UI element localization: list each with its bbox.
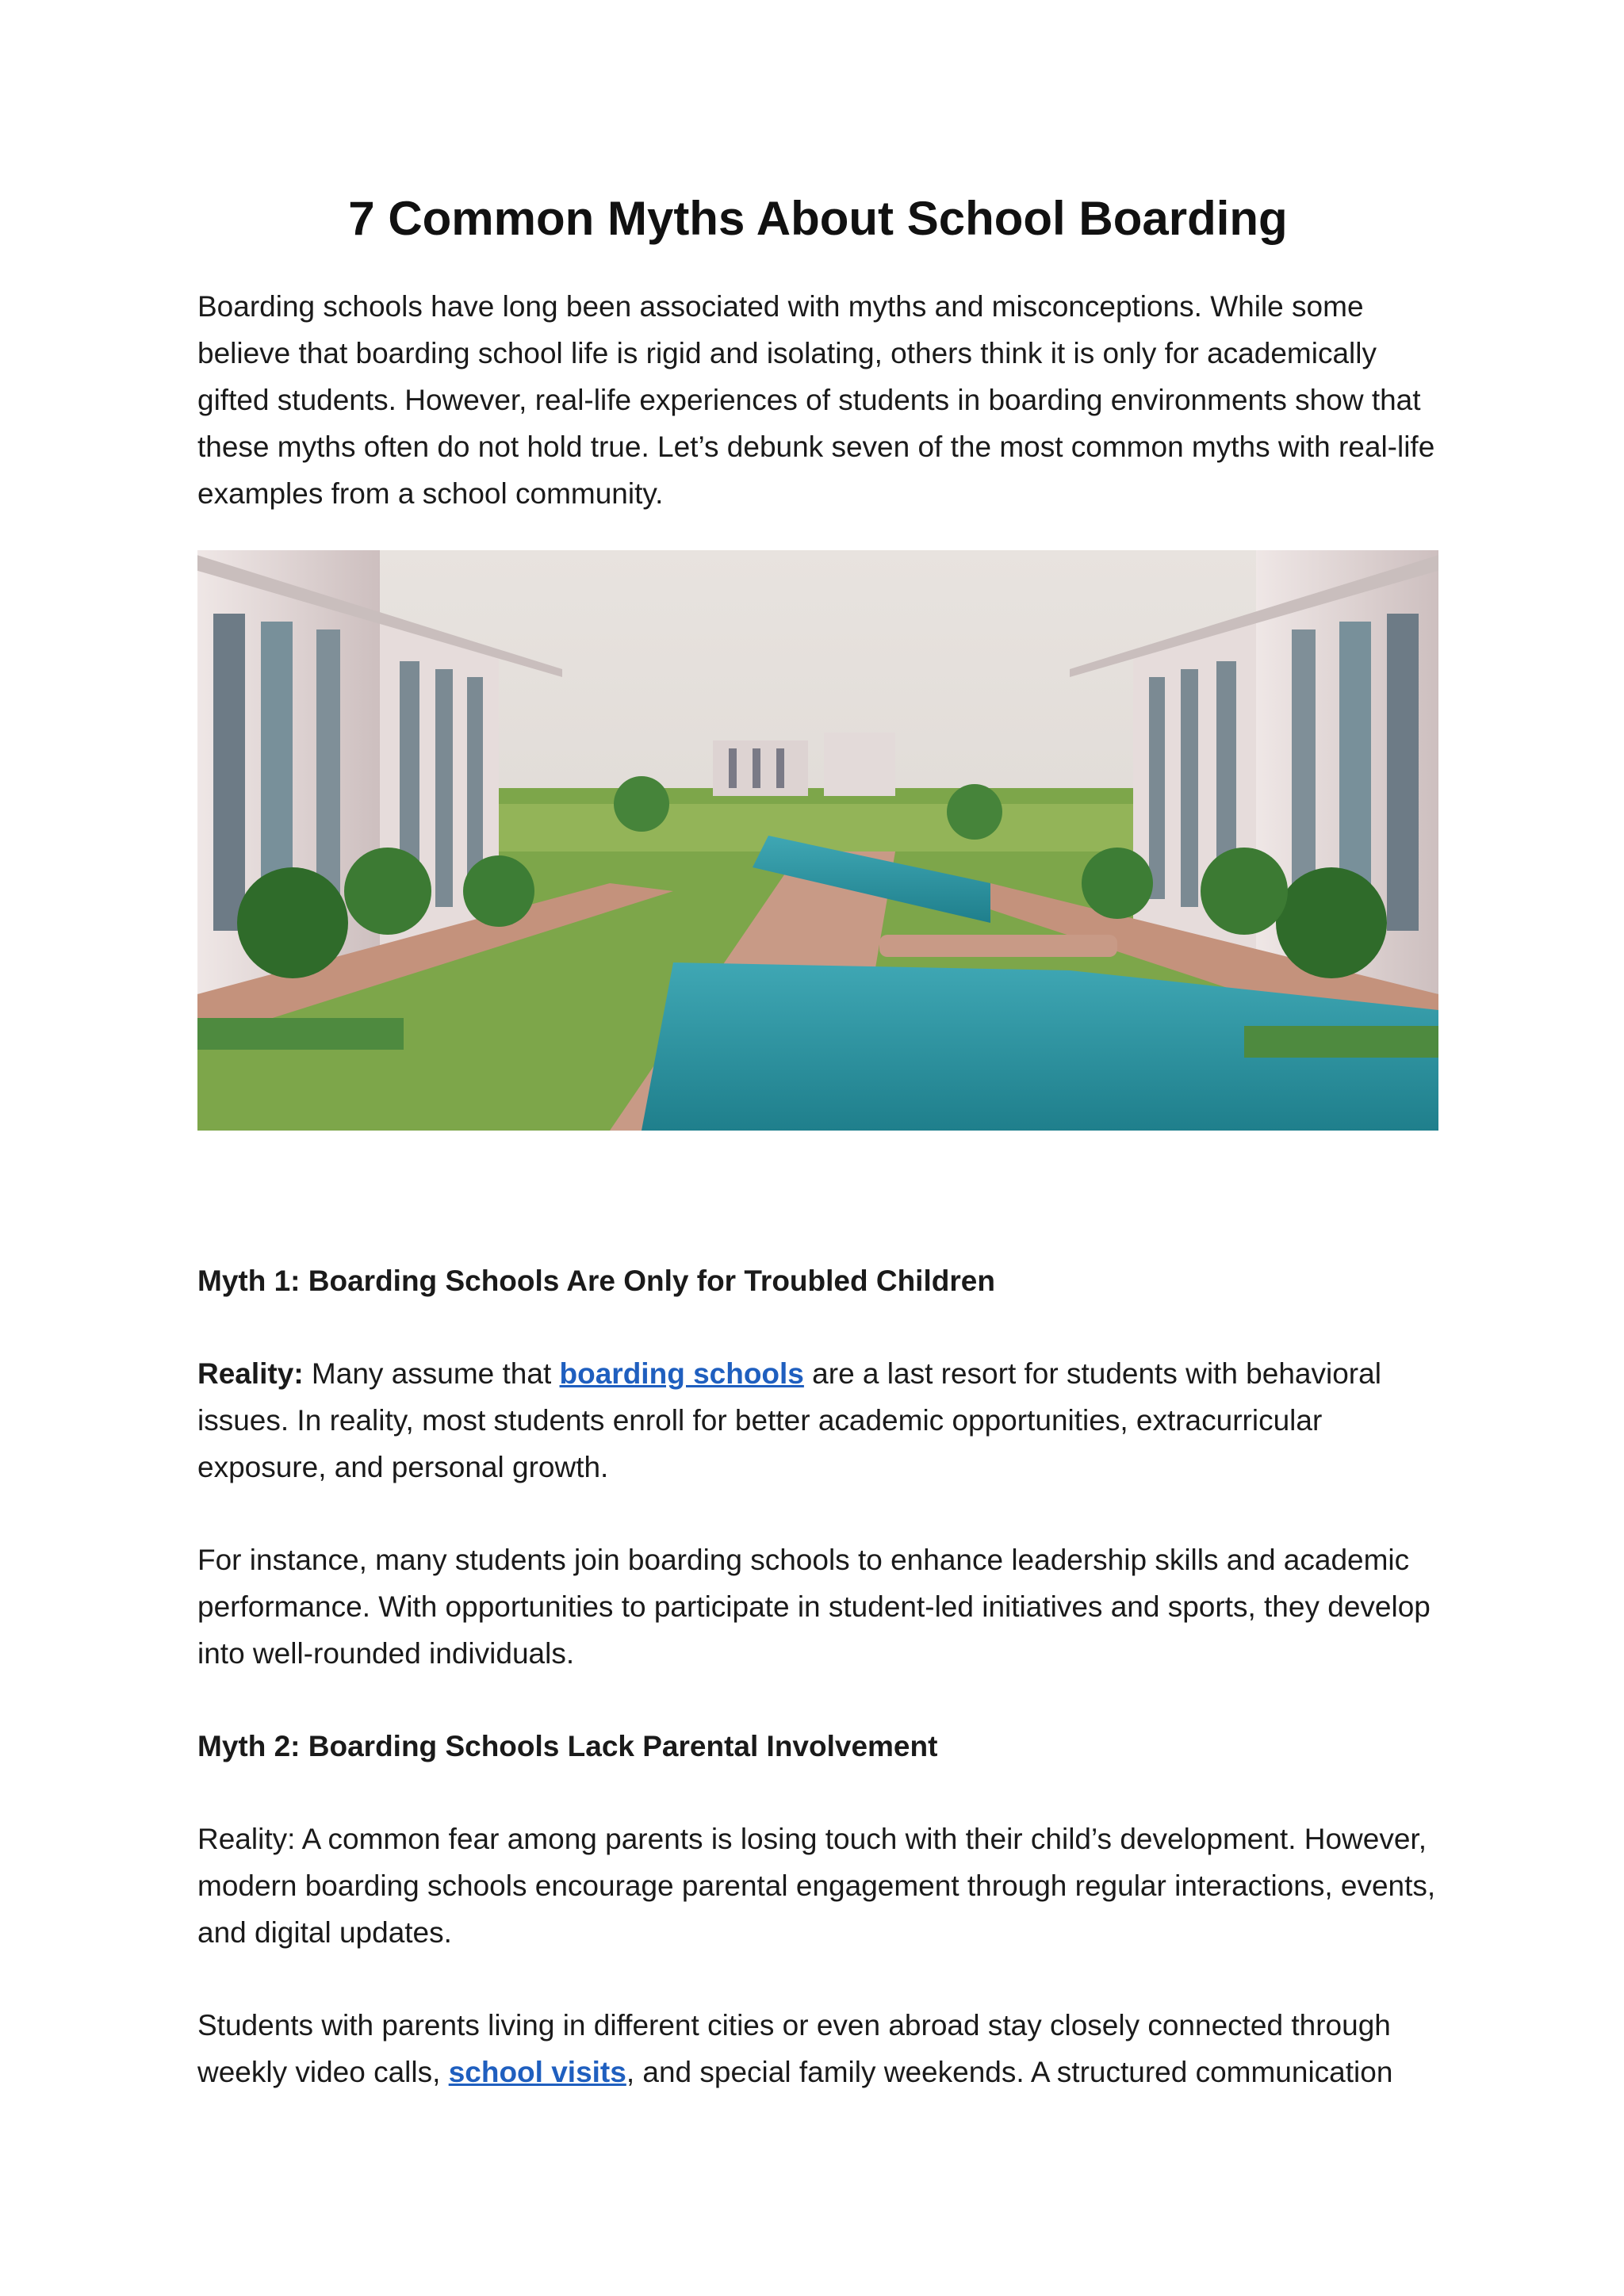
myth-1-reality	[197, 1350, 1438, 1490]
myth-2-example	[197, 2002, 1438, 2095]
reality-text: Many assume that	[303, 1357, 560, 1390]
intro-paragraph: Boarding schools have long been associated with myths and misconceptions. While some believe that boarding school life is rigid and isolating, others think it is only for academically gifted students. However, real-life experiences of students in boarding environments show that these myths often do not hold true. Let’s debunk seven of the most common myths with real-life examples from a school community.	[197, 290, 1435, 510]
myth-2-heading: Myth 2: Boarding Schools Lack Parental Involvement	[197, 1730, 938, 1762]
reality-text-continued: are a last resort for students with behavioral issues. In reality, most students enroll for better academic opportunities, extracurricular exposure, and personal growth.	[197, 1357, 1381, 1483]
article-title: 7 Common Myths About School Boarding	[348, 192, 1288, 245]
example-text-continued: , and special family weekends. A structured communication	[626, 2056, 1393, 2088]
example-text: Students with parents living in different cities or even abroad stay closely connected through weekly video calls,	[197, 2009, 1391, 2088]
school-visits-link[interactable]: school visits	[448, 2056, 626, 2088]
reality-label: Reality:	[197, 1357, 304, 1390]
myth-2-reality: Reality: A common fear among parents is losing touch with their child’s development. However, modern boarding schools encourage parental engagement through regular interactions, events, and digital updates.	[197, 1823, 1436, 1949]
myth-1-example: For instance, many students join boarding schools to enhance leadership skills and academic performance. With opportunities to participate in student-led initiatives and sports, they develop into well-rounded individuals.	[197, 1544, 1431, 1670]
boarding-schools-link[interactable]: boarding schools	[559, 1357, 804, 1390]
campus-photo	[197, 550, 1438, 1131]
myth-1-heading: Myth 1: Boarding Schools Are Only for Troubled Children	[197, 1265, 995, 1297]
article-content	[197, 190, 1438, 2141]
